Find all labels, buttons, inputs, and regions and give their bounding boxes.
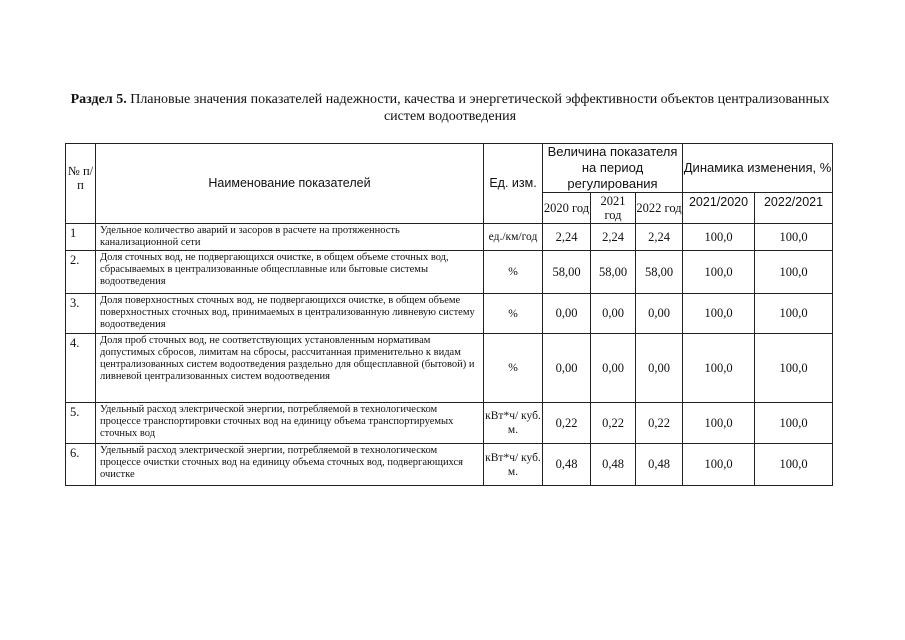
value-2022: 0,00 (636, 334, 683, 403)
row-number: 4. (66, 334, 96, 403)
table-row (66, 294, 833, 334)
unit-cell: кВт*ч/ куб. м. (484, 444, 543, 486)
dynamics-2022-2021: 100,0 (755, 251, 833, 294)
year-2021-header: 2021 год (591, 193, 636, 224)
section-number: Раздел 5. (70, 92, 127, 107)
dynamics-2022-2021: 100,0 (755, 224, 833, 251)
indicator-name: Удельный расход электрической энергии, потребляемой в технологическом процессе очистки сточных вод на единицу объема сточных вод, подвергающихся очистке (96, 444, 484, 486)
col-unit-header: Ед. изм. (484, 144, 543, 224)
value-2020: 2,24 (543, 224, 591, 251)
table-row (66, 403, 833, 444)
dynamics-2022-2021: 100,0 (755, 334, 833, 403)
value-2022: 0,00 (636, 294, 683, 334)
col-num-header: № п/п (66, 144, 96, 224)
value-2021: 0,00 (591, 334, 636, 403)
dynamics-2022-2021: 100,0 (755, 444, 833, 486)
table-row (66, 224, 833, 251)
dynamics-2021-2020: 100,0 (683, 294, 755, 334)
section-title: Плановые значения показателей надежности, качества и энергетической эффективности объектов централизованных систем водоотведения (126, 92, 830, 124)
value-2022: 2,24 (636, 224, 683, 251)
dynamics-2021-2020: 100,0 (683, 251, 755, 294)
value-2020: 0,22 (543, 403, 591, 444)
section-heading (60, 91, 840, 125)
table-row (66, 251, 833, 294)
value-2021: 58,00 (591, 251, 636, 294)
row-number: 1 (66, 224, 96, 251)
unit-cell: кВт*ч/ куб. м. (484, 403, 543, 444)
value-2022: 58,00 (636, 251, 683, 294)
table-row (66, 334, 833, 403)
unit-cell: % (484, 251, 543, 294)
dyn-2022-2021-header: 2022/2021 (755, 193, 833, 224)
value-2022: 0,22 (636, 403, 683, 444)
row-number: 5. (66, 403, 96, 444)
unit-cell: ед./км/год (484, 224, 543, 251)
dynamics-2022-2021: 100,0 (755, 294, 833, 334)
indicator-name: Доля проб сточных вод, не соответствующих установленным нормативам допустимых сбросов, лимитам на сбросы, рассчитанная применительно к видам централизованных систем водоотведения раздельно для общесплавной (бытовой) и ливневой централизованных систем водоотведения (96, 334, 484, 403)
dyn-2021-2020-header: 2021/2020 (683, 193, 755, 224)
col-name-header: Наименование показателей (96, 144, 484, 224)
value-2021: 0,00 (591, 294, 636, 334)
dynamics-2021-2020: 100,0 (683, 224, 755, 251)
table-row (66, 444, 833, 486)
value-group-header: Величина показателя на период регулирования (543, 144, 683, 193)
value-2020: 0,00 (543, 334, 591, 403)
indicator-name: Удельное количество аварий и засоров в расчете на протяженность канализационной сети (96, 224, 484, 251)
indicator-name: Доля поверхностных сточных вод, не подвергающихся очистке, в общем объеме поверхностных сточных вод, принимаемых в централизованную ливневую систему водоотведения (96, 294, 484, 334)
table-header (66, 144, 833, 224)
value-2020: 0,00 (543, 294, 591, 334)
value-2021: 0,48 (591, 444, 636, 486)
value-2020: 58,00 (543, 251, 591, 294)
unit-cell: % (484, 334, 543, 403)
row-number: 2. (66, 251, 96, 294)
dynamics-2021-2020: 100,0 (683, 334, 755, 403)
value-2021: 0,22 (591, 403, 636, 444)
row-number: 3. (66, 294, 96, 334)
indicator-name: Доля сточных вод, не подвергающихся очистке, в общем объеме сточных вод, сбрасываемых в централизованные общесплавные или бытовые системы водоотведения (96, 251, 484, 294)
value-2020: 0,48 (543, 444, 591, 486)
dynamics-2022-2021: 100,0 (755, 403, 833, 444)
year-2020-header: 2020 год (543, 193, 591, 224)
indicator-name: Удельный расход электрической энергии, потребляемой в технологическом процессе транспортировки сточных вод на единицу объема транспортируемых сточных вод (96, 403, 484, 444)
year-2022-header: 2022 год (636, 193, 683, 224)
table-body (66, 224, 833, 486)
value-2022: 0,48 (636, 444, 683, 486)
dynamics-2021-2020: 100,0 (683, 403, 755, 444)
value-2021: 2,24 (591, 224, 636, 251)
indicators-table (65, 143, 833, 486)
dynamics-2021-2020: 100,0 (683, 444, 755, 486)
unit-cell: % (484, 294, 543, 334)
dynamics-group-header: Динамика изменения, % (683, 144, 833, 193)
row-number: 6. (66, 444, 96, 486)
